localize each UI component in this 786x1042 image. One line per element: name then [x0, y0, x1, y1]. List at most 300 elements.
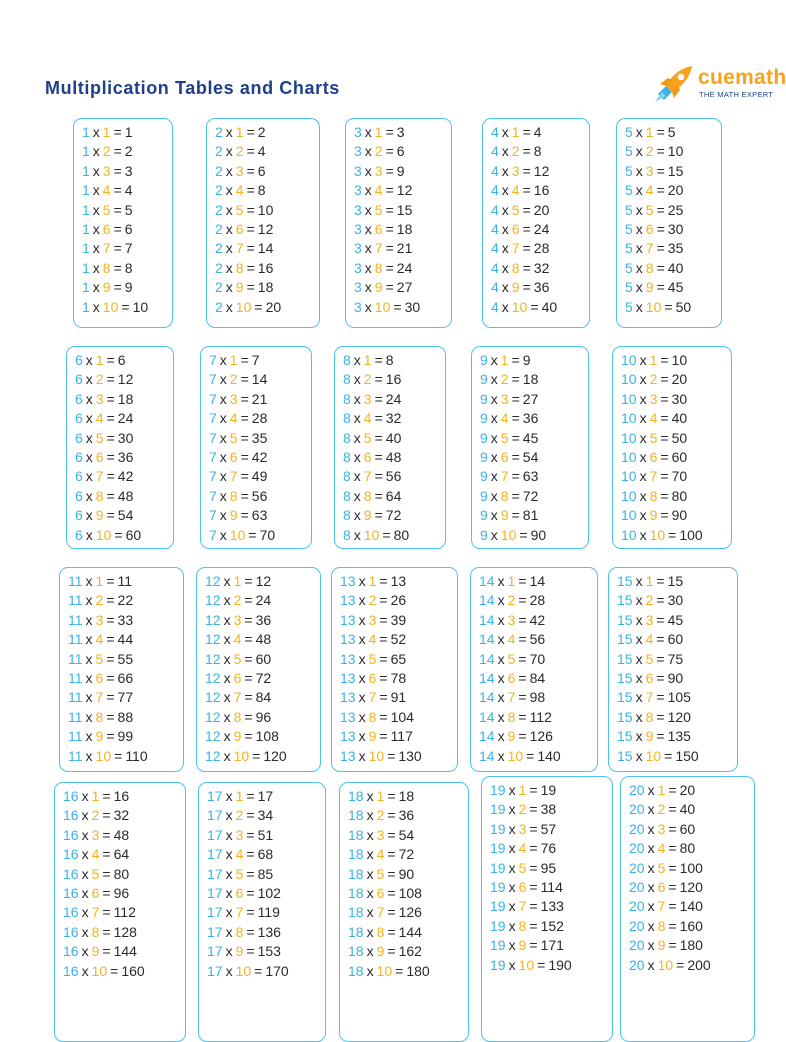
table-row: [625, 201, 721, 220]
base-number: 10: [621, 448, 637, 465]
table-row: [75, 506, 173, 525]
equals-sign: =: [379, 573, 388, 589]
product: 6: [396, 143, 405, 160]
base-number: 5: [625, 162, 633, 179]
product: 60: [671, 448, 688, 465]
equals-sign: =: [106, 592, 115, 609]
product: 16: [533, 182, 550, 199]
multiplier: 7: [102, 240, 111, 257]
product: 160: [121, 962, 145, 979]
multiplier: 8: [518, 917, 527, 934]
times-sign: x: [366, 962, 374, 979]
times-sign: x: [639, 448, 647, 465]
equals-sign: =: [660, 468, 669, 485]
base-number: 10: [621, 410, 637, 427]
equals-sign: =: [668, 898, 677, 915]
multiplier: 8: [235, 259, 244, 276]
multiplier: 8: [363, 487, 372, 504]
times-sign: x: [366, 884, 374, 901]
multiplier: 9: [657, 937, 666, 954]
multiplier: 4: [649, 410, 658, 427]
base-number: 11: [68, 728, 83, 745]
equals-sign: =: [106, 448, 115, 465]
table-row: [491, 259, 589, 278]
equals-sign: =: [387, 846, 396, 863]
multiplier: 5: [507, 650, 516, 667]
table-row: [491, 239, 589, 258]
times-sign: x: [225, 943, 233, 960]
times-sign: x: [490, 507, 498, 524]
equals-sign: =: [529, 782, 538, 798]
times-sign: x: [364, 124, 372, 140]
table-row: [343, 506, 445, 525]
multiplier: 8: [235, 923, 244, 940]
base-number: 6: [75, 390, 83, 407]
base-number: 18: [348, 826, 364, 843]
table-row: [621, 467, 731, 486]
product: 120: [263, 747, 287, 764]
multiplier: 3: [518, 820, 527, 837]
times-sign: x: [225, 807, 233, 824]
product: 120: [679, 878, 703, 895]
equals-sign: =: [113, 259, 122, 276]
times-sign: x: [635, 182, 643, 199]
base-number: 10: [621, 487, 637, 504]
equals-sign: =: [106, 611, 115, 628]
times-sign: x: [225, 124, 233, 140]
multiplier: 9: [235, 279, 244, 296]
base-number: 4: [491, 259, 499, 276]
equals-sign: =: [522, 240, 531, 257]
multiplier: 8: [376, 923, 385, 940]
times-sign: x: [508, 898, 516, 915]
base-number: 2: [215, 240, 223, 257]
times-sign: x: [223, 728, 231, 745]
times-sign: x: [635, 143, 643, 160]
multiplier: 7: [649, 468, 658, 485]
base-number: 1: [82, 279, 90, 296]
base-number: 3: [354, 220, 362, 237]
base-number: 5: [625, 124, 633, 140]
table-row: [68, 630, 183, 649]
equals-sign: =: [656, 279, 665, 296]
table-row: [82, 201, 172, 220]
equals-sign: =: [246, 846, 255, 863]
equals-sign: =: [106, 728, 115, 745]
multiplier: 7: [235, 904, 244, 921]
product: 16: [257, 259, 274, 276]
times-sign: x: [223, 689, 231, 706]
times-sign: x: [635, 573, 643, 589]
base-number: 1: [82, 143, 90, 160]
equals-sign: =: [660, 448, 669, 465]
product: 51: [257, 826, 274, 843]
times-sign: x: [223, 650, 231, 667]
equals-sign: =: [518, 650, 527, 667]
multiplier: 1: [91, 788, 100, 804]
times-sign: x: [85, 410, 93, 427]
base-number: 7: [209, 507, 217, 524]
table-row: [340, 650, 457, 669]
table-row: [209, 351, 311, 370]
table-12-box: [196, 567, 321, 772]
product: 56: [529, 631, 546, 648]
product: 84: [255, 689, 272, 706]
times-sign: x: [635, 220, 643, 237]
multiplier: 3: [500, 390, 509, 407]
base-number: 7: [209, 448, 217, 465]
product: 98: [529, 689, 546, 706]
table-row: [629, 897, 754, 916]
product: 28: [529, 592, 546, 609]
base-number: 17: [207, 788, 223, 804]
multiplier: 5: [229, 429, 238, 446]
multiplier: 3: [374, 162, 383, 179]
product: 38: [540, 801, 557, 818]
multiplier: 8: [507, 708, 516, 725]
times-sign: x: [490, 526, 498, 543]
base-number: 5: [625, 240, 633, 257]
multiplier: 8: [645, 259, 654, 276]
product: 15: [667, 162, 684, 179]
base-number: 19: [490, 801, 506, 818]
equals-sign: =: [385, 279, 394, 296]
product: 35: [251, 429, 268, 446]
table-row: [629, 781, 754, 800]
table-row: [617, 611, 737, 630]
times-sign: x: [223, 631, 231, 648]
table-row: [82, 123, 172, 142]
times-sign: x: [358, 747, 366, 764]
multiplier: 2: [507, 592, 516, 609]
product: 80: [393, 526, 410, 543]
multiplier: 10: [511, 298, 528, 315]
multiplier: 7: [376, 904, 385, 921]
product: 15: [667, 573, 684, 589]
product: 8: [385, 352, 394, 368]
table-row: [75, 370, 173, 389]
product: 24: [533, 220, 550, 237]
equals-sign: =: [240, 507, 249, 524]
multiplier: 4: [518, 840, 527, 857]
product: 90: [671, 507, 688, 524]
product: 12: [257, 220, 274, 237]
equals-sign: =: [385, 182, 394, 199]
equals-sign: =: [518, 689, 527, 706]
multiplier: 4: [229, 410, 238, 427]
base-number: 6: [75, 448, 83, 465]
product: 102: [257, 884, 281, 901]
multiplier: 7: [518, 898, 527, 915]
table-row: [340, 630, 457, 649]
multiplier: 9: [507, 728, 516, 745]
equals-sign: =: [114, 526, 123, 543]
base-number: 2: [215, 143, 223, 160]
multiplier: 6: [649, 448, 658, 465]
table-13-box: [331, 567, 458, 772]
multiplier: 9: [645, 728, 654, 745]
equals-sign: =: [529, 937, 538, 954]
product: 7: [124, 240, 133, 257]
base-number: 15: [617, 573, 633, 589]
times-sign: x: [92, 240, 100, 257]
times-sign: x: [92, 259, 100, 276]
table-row: [207, 806, 325, 825]
product: 135: [667, 728, 691, 745]
product: 60: [667, 631, 684, 648]
multiplier: 1: [235, 788, 244, 804]
base-number: 16: [63, 826, 79, 843]
product: 18: [398, 788, 415, 804]
multiplier: 6: [368, 669, 377, 686]
multiplier: 1: [95, 573, 104, 589]
multiplier: 4: [374, 182, 383, 199]
base-number: 20: [629, 878, 645, 895]
multiplier: 2: [363, 371, 372, 388]
multiplier: 9: [95, 507, 104, 524]
product: 70: [259, 526, 276, 543]
times-sign: x: [85, 708, 93, 725]
times-sign: x: [501, 220, 509, 237]
product: 48: [255, 631, 272, 648]
equals-sign: =: [518, 611, 527, 628]
times-sign: x: [353, 371, 361, 388]
product: 9: [396, 162, 405, 179]
table-row: [209, 506, 311, 525]
equals-sign: =: [385, 124, 394, 140]
times-sign: x: [508, 937, 516, 954]
base-number: 15: [617, 708, 633, 725]
times-sign: x: [364, 259, 372, 276]
equals-sign: =: [529, 820, 538, 837]
equals-sign: =: [668, 801, 677, 818]
table-row: [479, 572, 597, 591]
product: 100: [679, 859, 703, 876]
table-row: [68, 669, 183, 688]
equals-sign: =: [656, 143, 665, 160]
product: 48: [113, 826, 130, 843]
times-sign: x: [92, 298, 100, 315]
multiplier: 8: [657, 917, 666, 934]
table-row: [491, 142, 589, 161]
times-sign: x: [85, 592, 93, 609]
multiplier: 5: [235, 865, 244, 882]
equals-sign: =: [656, 592, 665, 609]
equals-sign: =: [246, 201, 255, 218]
product: 20: [265, 298, 282, 315]
equals-sign: =: [240, 468, 249, 485]
base-number: 5: [625, 201, 633, 218]
times-sign: x: [225, 826, 233, 843]
times-sign: x: [219, 448, 227, 465]
product: 32: [113, 807, 130, 824]
multiplier: 1: [507, 573, 516, 589]
product: 7: [251, 352, 260, 368]
equals-sign: =: [244, 689, 253, 706]
table-row: [348, 845, 468, 864]
product: 10: [671, 352, 688, 368]
times-sign: x: [508, 917, 516, 934]
base-number: 8: [343, 390, 351, 407]
times-sign: x: [497, 611, 505, 628]
equals-sign: =: [113, 279, 122, 296]
equals-sign: =: [379, 708, 388, 725]
times-sign: x: [92, 220, 100, 237]
equals-sign: =: [244, 611, 253, 628]
product: 24: [117, 410, 134, 427]
multiplier: 9: [500, 507, 509, 524]
product: 30: [117, 429, 134, 446]
product: 30: [671, 390, 688, 407]
times-sign: x: [358, 689, 366, 706]
product: 66: [117, 669, 134, 686]
product: 16: [113, 788, 130, 804]
table-row: [68, 727, 183, 746]
base-number: 8: [343, 429, 351, 446]
table-row: [207, 942, 325, 961]
times-sign: x: [508, 956, 516, 973]
multiplier: 5: [363, 429, 372, 446]
base-number: 11: [68, 631, 83, 648]
multiplier: 9: [511, 279, 520, 296]
times-sign: x: [490, 468, 498, 485]
product: 50: [671, 429, 688, 446]
base-number: 14: [479, 631, 495, 648]
table-row: [479, 611, 597, 630]
multiplier: 10: [500, 526, 517, 543]
table-17-box: [198, 782, 326, 1042]
product: 32: [385, 410, 402, 427]
base-number: 12: [205, 631, 221, 648]
equals-sign: =: [387, 943, 396, 960]
times-sign: x: [85, 689, 93, 706]
product: 28: [533, 240, 550, 257]
base-number: 6: [75, 371, 83, 388]
base-number: 7: [209, 390, 217, 407]
times-sign: x: [639, 352, 647, 368]
times-sign: x: [81, 943, 89, 960]
table-row: [82, 259, 172, 278]
table-row: [215, 220, 319, 239]
product: 144: [113, 943, 137, 960]
product: 54: [522, 448, 539, 465]
table-row: [205, 688, 320, 707]
table-row: [205, 747, 320, 766]
equals-sign: =: [246, 220, 255, 237]
times-sign: x: [635, 708, 643, 725]
table-row: [617, 630, 737, 649]
times-sign: x: [225, 259, 233, 276]
base-number: 18: [348, 846, 364, 863]
equals-sign: =: [106, 410, 115, 427]
table-row: [625, 239, 721, 258]
table-row: [68, 688, 183, 707]
table-row: [63, 845, 185, 864]
table-row: [480, 448, 588, 467]
product: 40: [667, 259, 684, 276]
table-row: [82, 220, 172, 239]
equals-sign: =: [385, 201, 394, 218]
multiplier: 7: [507, 689, 516, 706]
times-sign: x: [639, 429, 647, 446]
base-number: 16: [63, 943, 79, 960]
table-row: [82, 298, 172, 317]
equals-sign: =: [668, 526, 677, 543]
times-sign: x: [635, 279, 643, 296]
base-number: 13: [340, 708, 356, 725]
equals-sign: =: [246, 865, 255, 882]
multiplier: 5: [657, 859, 666, 876]
equals-sign: =: [385, 162, 394, 179]
equals-sign: =: [113, 124, 122, 140]
multiplier: 2: [511, 143, 520, 160]
equals-sign: =: [106, 631, 115, 648]
base-number: 7: [209, 352, 217, 368]
product: 3: [396, 124, 405, 140]
base-number: 1: [82, 240, 90, 257]
equals-sign: =: [246, 943, 255, 960]
product: 162: [398, 943, 422, 960]
product: 85: [257, 865, 274, 882]
times-sign: x: [225, 298, 233, 315]
equals-sign: =: [102, 807, 111, 824]
multiplier: 5: [233, 650, 242, 667]
product: 81: [522, 507, 539, 524]
product: 90: [667, 669, 684, 686]
product: 34: [257, 807, 274, 824]
multiplier: 3: [645, 162, 654, 179]
times-sign: x: [635, 728, 643, 745]
times-sign: x: [81, 826, 89, 843]
equals-sign: =: [395, 962, 404, 979]
equals-sign: =: [246, 162, 255, 179]
equals-sign: =: [113, 182, 122, 199]
table-row: [480, 506, 588, 525]
base-number: 6: [75, 429, 83, 446]
times-sign: x: [647, 878, 655, 895]
equals-sign: =: [102, 865, 111, 882]
base-number: 8: [343, 468, 351, 485]
multiplier: 5: [376, 865, 385, 882]
product: 140: [537, 747, 561, 764]
product: 6: [257, 162, 266, 179]
multiplier: 10: [235, 962, 252, 979]
times-sign: x: [635, 259, 643, 276]
multiplier: 4: [511, 182, 520, 199]
equals-sign: =: [656, 708, 665, 725]
multiplier: 7: [500, 468, 509, 485]
base-number: 2: [215, 259, 223, 276]
product: 152: [540, 917, 564, 934]
equals-sign: =: [656, 259, 665, 276]
base-number: 15: [617, 631, 633, 648]
multiplier: 4: [363, 410, 372, 427]
table-9-box: [471, 346, 589, 549]
page-title: Multiplication Tables and Charts: [45, 78, 340, 98]
table-row: [490, 956, 612, 975]
equals-sign: =: [522, 279, 531, 296]
multiplier: 10: [374, 298, 391, 315]
times-sign: x: [497, 631, 505, 648]
equals-sign: =: [113, 143, 122, 160]
base-number: 5: [625, 220, 633, 237]
times-sign: x: [219, 507, 227, 524]
table-row: [354, 298, 451, 317]
equals-sign: =: [246, 259, 255, 276]
base-number: 13: [340, 669, 356, 686]
table-row: [215, 201, 319, 220]
equals-sign: =: [374, 507, 383, 524]
